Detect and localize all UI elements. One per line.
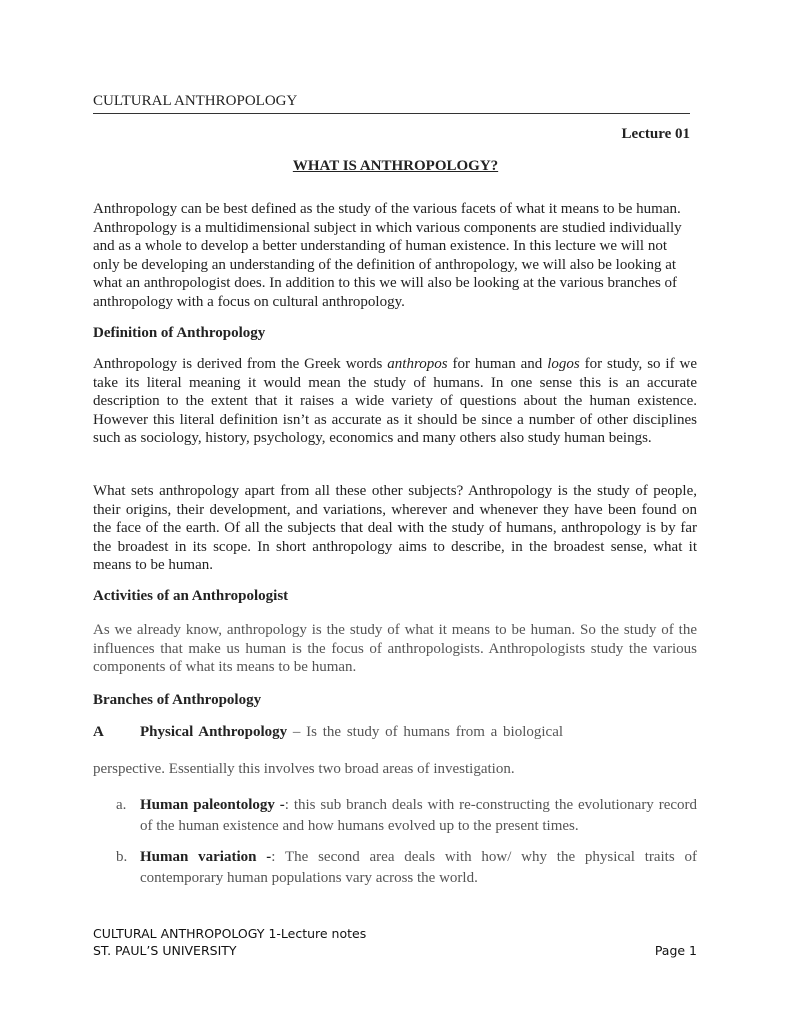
list-item-text: : this sub branch deals with re-constructing the evolutionary record of the human existence and how humans evolved up to the present times. <box>140 797 698 834</box>
branch-a-title: Physical Anthropology <box>140 724 288 740</box>
branch-a-text <box>140 724 563 741</box>
list-item-title: Human variation - <box>140 849 272 865</box>
definition-greek-logos: logos <box>547 356 580 372</box>
definition-paragraph-1 <box>93 355 697 448</box>
list-item-body <box>140 847 697 889</box>
header-title: CULTURAL ANTHROPOLOGY <box>93 93 298 109</box>
activities-heading: Activities of an Anthropologist <box>93 588 289 604</box>
branches-heading: Branches of Anthropology <box>93 692 262 708</box>
list-item-text: : The second area deals with how/ why the physical traits of contemporary human populations vary across the world. <box>140 849 697 886</box>
footer-page-number: Page 1 <box>654 943 697 958</box>
branch-a-description: – Is the study of humans from a biological <box>287 724 564 740</box>
document-title-text: WHAT IS ANTHROPOLOGY? <box>292 158 499 174</box>
definition-greek-anthropos: anthropos <box>387 356 448 372</box>
intro-paragraph: Anthropology can be best defined as the study of the various facets of what it means to be human. Anthropology is a multidimensional subject in which various components are studied individually and as a whole to develop a better understanding of human existence. In this lecture we will not only be developing an understanding of the definition of anthropology, we will also be looking at what an anthropologist does. In addition to this we will also be looking at the various branches of anthropology with a focus on cultural anthropology. <box>93 201 682 310</box>
definition-text-3: for study, so if we take its literal meaning it would mean the study of humans. In one sense this is an accurate description to the extent that it raises a wide variety of questions about the human existence. However this literal definition isn’t as accurate as it should be since a number of other disciplines such as sociology, history, psychology, economics and many others also study human beings. <box>93 356 697 447</box>
list-item-body <box>140 795 697 837</box>
document-title <box>0 158 791 175</box>
definition-heading: Definition of Anthropology <box>93 325 266 341</box>
footer-course: CULTURAL ANTHROPOLOGY 1-Lecture notes <box>93 926 367 941</box>
list-marker: b. <box>116 849 128 865</box>
definition-text-2: for human and <box>447 356 548 372</box>
footer-university: ST. PAUL’S UNIVERSITY <box>93 943 237 958</box>
branch-a-continuation: perspective. Essentially this involves two broad areas of investigation. <box>93 761 515 777</box>
lecture-number: Lecture 01 <box>621 126 690 142</box>
definition-paragraph-2: What sets anthropology apart from all these other subjects? Anthropology is the study of people, their origins, their development, and variations, wherever and whenever they have been found on the face of the earth. Of all the subjects that deal with the study of humans, anthropology is by far the broadest in its scope. In short anthropology aims to describe, in the broadest sense, what it means to be human. <box>93 483 697 574</box>
definition-text-1: Anthropology is derived from the Greek words <box>93 356 388 372</box>
list-marker: a. <box>116 797 127 813</box>
header-rule <box>93 113 690 114</box>
activities-paragraph: As we already know, anthropology is the study of what it means to be human. So the study of the influences that make us human is the focus of anthropologists. Anthropologists study the various components of what its means to be human. <box>93 622 697 676</box>
list-item-title: Human paleontology - <box>140 797 285 813</box>
branch-a-letter: A <box>93 724 104 740</box>
